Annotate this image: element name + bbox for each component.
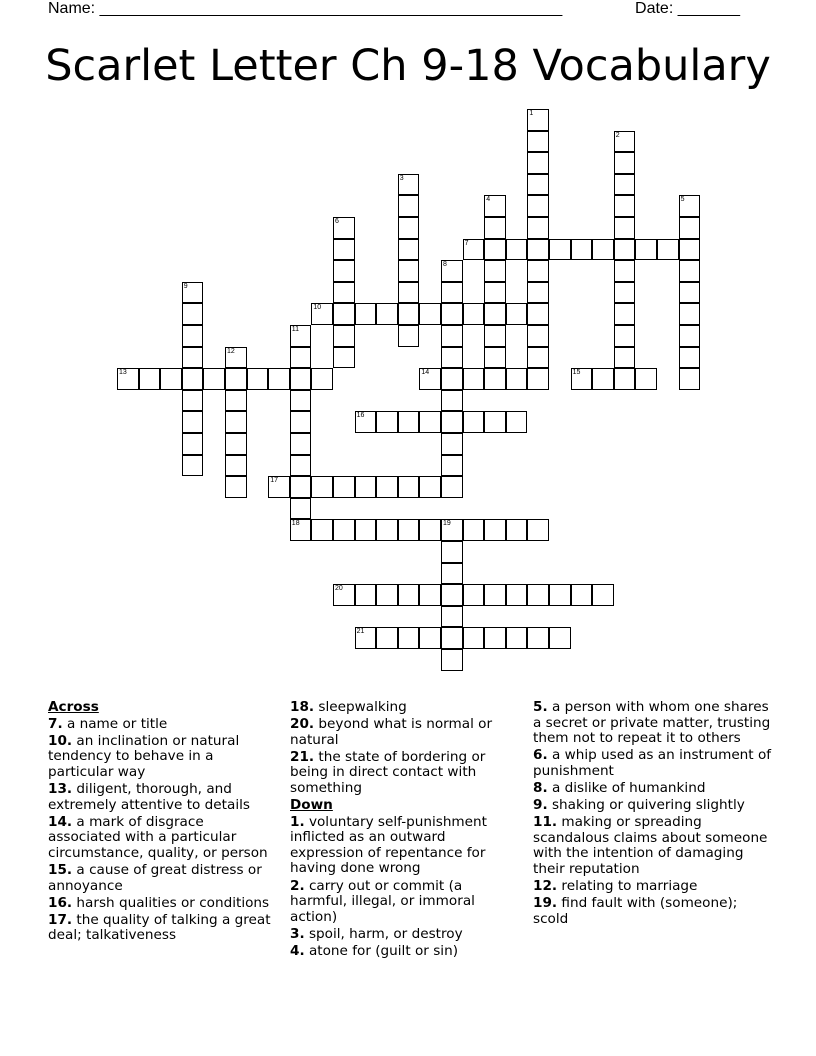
clue-item <box>533 781 773 797</box>
grid-cell[interactable] <box>484 347 506 369</box>
grid-cell[interactable] <box>441 606 463 628</box>
grid-cell[interactable] <box>441 433 463 455</box>
grid-cell[interactable] <box>484 195 506 217</box>
grid-cell[interactable] <box>657 239 679 261</box>
grid-cell[interactable] <box>182 303 204 325</box>
grid-cell[interactable] <box>290 519 312 541</box>
grid-cell[interactable] <box>333 347 355 369</box>
grid-cell[interactable] <box>355 584 377 606</box>
grid-cell[interactable] <box>441 368 463 390</box>
clue-number: 5. <box>533 699 548 715</box>
grid-cell[interactable] <box>527 217 549 239</box>
grid-cell[interactable] <box>614 282 636 304</box>
grid-cell[interactable] <box>527 282 549 304</box>
cell-number: 15 <box>572 369 581 377</box>
grid-cell[interactable] <box>484 368 506 390</box>
grid-cell[interactable] <box>614 239 636 261</box>
grid-cell[interactable] <box>225 411 247 433</box>
grid-cell[interactable] <box>333 260 355 282</box>
cell-number: 1 <box>529 110 534 117</box>
grid-cell[interactable] <box>463 303 485 325</box>
grid-cell[interactable] <box>527 627 549 649</box>
grid-cell[interactable] <box>527 519 549 541</box>
grid-cell[interactable] <box>506 368 528 390</box>
clue-item <box>290 750 520 797</box>
cell-number: 12 <box>227 347 235 355</box>
grid-cell[interactable] <box>290 476 312 498</box>
grid-cell[interactable] <box>333 217 355 239</box>
grid-cell[interactable] <box>463 584 485 606</box>
grid-cell[interactable] <box>225 433 247 455</box>
grid-cell[interactable] <box>398 411 420 433</box>
cell-number: 19 <box>443 520 451 528</box>
grid-cell[interactable] <box>441 347 463 369</box>
cell-number: 21 <box>356 628 365 636</box>
clue-text: relating to marriage <box>557 878 698 895</box>
grid-cell[interactable] <box>614 325 636 347</box>
clue-number: 7. <box>48 715 63 732</box>
across-heading: Across <box>48 699 99 715</box>
grid-cell[interactable] <box>333 239 355 261</box>
grid-cell[interactable] <box>182 325 204 347</box>
clue-text: sleepwalking <box>314 699 407 715</box>
grid-cell[interactable] <box>139 368 161 390</box>
grid-cell[interactable] <box>506 584 528 606</box>
cell-number: 14 <box>421 369 430 377</box>
clue-item <box>48 863 276 894</box>
grid-cell[interactable] <box>679 282 701 304</box>
grid-cell[interactable] <box>419 476 441 498</box>
grid-cell[interactable] <box>484 282 506 304</box>
grid-cell[interactable] <box>571 368 593 390</box>
grid-cell[interactable] <box>182 433 204 455</box>
grid-cell[interactable] <box>441 627 463 649</box>
grid-cell[interactable] <box>549 627 571 649</box>
clue-item <box>290 879 520 926</box>
page-title: Scarlet Letter Ch 9-18 Vocabulary <box>45 41 771 91</box>
grid-cell[interactable] <box>441 390 463 412</box>
grid-cell[interactable] <box>333 584 355 606</box>
clue-number: 19. <box>533 895 558 912</box>
grid-cell[interactable] <box>441 260 463 282</box>
grid-cell[interactable] <box>484 260 506 282</box>
grid-cell[interactable] <box>355 476 377 498</box>
clue-number: 21. <box>290 748 315 765</box>
grid-cell[interactable] <box>376 627 398 649</box>
clue-item <box>48 913 276 944</box>
grid-cell[interactable] <box>484 325 506 347</box>
clue-item <box>533 879 773 895</box>
cell-number: 11 <box>291 326 300 333</box>
grid-cell[interactable] <box>484 584 506 606</box>
clue-item <box>290 700 520 716</box>
clue-number: 16. <box>48 894 73 911</box>
grid-cell[interactable] <box>398 325 420 347</box>
grid-cell[interactable] <box>268 368 290 390</box>
grid-cell[interactable] <box>376 476 398 498</box>
clue-text: diligent, thorough, and extremely attentive to details <box>48 780 250 813</box>
grid-cell[interactable] <box>549 239 571 261</box>
grid-cell[interactable] <box>311 519 333 541</box>
grid-cell[interactable] <box>506 239 528 261</box>
grid-cell[interactable] <box>225 347 247 369</box>
grid-cell[interactable] <box>614 260 636 282</box>
clue-item <box>48 896 276 912</box>
clue-number: 10. <box>48 732 73 749</box>
clue-text: the quality of talking a great deal; talkativeness <box>48 911 271 944</box>
grid-cell[interactable] <box>225 455 247 477</box>
grid-cell[interactable] <box>506 627 528 649</box>
grid-cell[interactable] <box>182 368 204 390</box>
grid-cell[interactable] <box>333 519 355 541</box>
grid-cell[interactable] <box>614 152 636 174</box>
clue-text: atone for (guilt or sin) <box>304 942 458 959</box>
cell-number: 5 <box>680 196 685 204</box>
grid-cell[interactable] <box>441 325 463 347</box>
clue-number: 20. <box>290 716 315 733</box>
grid-cell[interactable] <box>441 411 463 433</box>
grid-cell[interactable] <box>614 347 636 369</box>
cell-number: 17 <box>270 477 278 485</box>
grid-cell[interactable] <box>571 584 593 606</box>
grid-cell[interactable] <box>484 519 506 541</box>
clue-number: 12. <box>533 878 558 895</box>
cell-number: 13 <box>119 369 127 377</box>
cell-number: 8 <box>443 261 447 269</box>
grid-cell[interactable] <box>527 260 549 282</box>
grid-cell[interactable] <box>376 303 398 325</box>
clue-item <box>48 717 276 733</box>
grid-cell[interactable] <box>441 303 463 325</box>
clues-column-1 <box>48 700 276 945</box>
clues-column-2 <box>290 700 520 961</box>
grid-cell[interactable] <box>311 368 333 390</box>
grid-cell[interactable] <box>311 303 333 325</box>
grid-cell[interactable] <box>527 368 549 390</box>
grid-cell[interactable] <box>376 584 398 606</box>
grid-cell[interactable] <box>484 627 506 649</box>
grid-cell[interactable] <box>635 239 657 261</box>
grid-cell[interactable] <box>182 411 204 433</box>
grid-cell[interactable] <box>527 109 549 131</box>
grid-cell[interactable] <box>679 195 701 217</box>
grid-cell[interactable] <box>463 368 485 390</box>
grid-cell[interactable] <box>333 303 355 325</box>
grid-cell[interactable] <box>268 476 290 498</box>
grid-cell[interactable] <box>290 498 312 520</box>
clue-number: 8. <box>533 779 548 796</box>
clue-item <box>48 782 276 813</box>
clue-item <box>290 717 520 748</box>
clue-number: 14. <box>48 813 73 830</box>
clue-text: a cause of great distress or annoyance <box>48 861 262 894</box>
clue-text: a whip used as an instrument of punishment <box>533 747 772 779</box>
cell-number: 3 <box>399 174 404 182</box>
grid-cell[interactable] <box>484 217 506 239</box>
grid-cell[interactable] <box>614 368 636 390</box>
grid-cell[interactable] <box>398 303 420 325</box>
grid-cell[interactable] <box>355 303 377 325</box>
cell-number: 2 <box>615 131 620 139</box>
grid-cell[interactable] <box>527 303 549 325</box>
grid-cell[interactable] <box>182 282 204 304</box>
clue-text: voluntary self-punishment inflicted as an outward expression of repentance for having done wrong <box>290 813 487 877</box>
clue-number: 3. <box>290 925 305 942</box>
cell-number: 9 <box>183 282 188 290</box>
clue-text: making or spreading scandalous claims about someone with the intention of damaging their reputation <box>533 814 768 877</box>
grid-cell[interactable] <box>527 131 549 153</box>
clue-text: a dislike of humankind <box>547 779 706 796</box>
clue-item <box>48 734 276 781</box>
grid-cell[interactable] <box>527 239 549 261</box>
clue-item <box>48 815 276 862</box>
clue-number: 13. <box>48 780 73 797</box>
grid-cell[interactable] <box>679 217 701 239</box>
grid-cell[interactable] <box>376 519 398 541</box>
grid-cell[interactable] <box>160 368 182 390</box>
grid-cell[interactable] <box>398 584 420 606</box>
grid-cell[interactable] <box>679 239 701 261</box>
clue-text: find fault with (someone); scold <box>533 895 738 927</box>
grid-cell[interactable] <box>333 476 355 498</box>
clue-number: 11. <box>533 814 558 831</box>
grid-cell[interactable] <box>290 368 312 390</box>
clue-number: 18. <box>290 699 315 715</box>
grid-cell[interactable] <box>679 368 701 390</box>
grid-cell[interactable] <box>506 519 528 541</box>
grid-cell[interactable] <box>398 239 420 261</box>
grid-cell[interactable] <box>441 476 463 498</box>
cell-number: 6 <box>335 218 339 225</box>
grid-cell[interactable] <box>398 217 420 239</box>
clue-text: a person with whom one shares a secret or private matter, trusting them not to repeat it to others <box>533 699 771 747</box>
clue-item <box>290 815 520 877</box>
grid-cell[interactable] <box>484 239 506 261</box>
grid-cell[interactable] <box>290 325 312 347</box>
cell-number: 16 <box>356 412 365 420</box>
grid-cell[interactable] <box>679 303 701 325</box>
clue-text: an inclination or natural tendency to behave in a particular way <box>48 732 240 780</box>
name-field[interactable]: Name: ____________________________________________________ <box>48 0 563 17</box>
grid-cell[interactable] <box>614 131 636 153</box>
grid-cell[interactable] <box>614 174 636 196</box>
cell-number: 18 <box>291 520 300 528</box>
grid-cell[interactable] <box>398 174 420 196</box>
grid-cell[interactable] <box>398 476 420 498</box>
grid-cell[interactable] <box>506 411 528 433</box>
grid-cell[interactable] <box>225 368 247 390</box>
grid-cell[interactable] <box>441 541 463 563</box>
grid-cell[interactable] <box>527 152 549 174</box>
clue-number: 15. <box>48 861 73 878</box>
grid-cell[interactable] <box>441 519 463 541</box>
clue-number: 17. <box>48 911 73 928</box>
grid-cell[interactable] <box>419 411 441 433</box>
grid-cell[interactable] <box>527 325 549 347</box>
grid-cell[interactable] <box>182 347 204 369</box>
grid-cell[interactable] <box>614 303 636 325</box>
grid-cell[interactable] <box>527 174 549 196</box>
grid-cell[interactable] <box>419 584 441 606</box>
grid-cell[interactable] <box>355 411 377 433</box>
clue-number: 1. <box>290 813 305 830</box>
grid-cell[interactable] <box>247 368 269 390</box>
grid-cell[interactable] <box>117 368 139 390</box>
grid-cell[interactable] <box>441 282 463 304</box>
grid-cell[interactable] <box>333 325 355 347</box>
grid-cell[interactable] <box>419 368 441 390</box>
grid-cell[interactable] <box>398 195 420 217</box>
grid-cell[interactable] <box>592 239 614 261</box>
grid-cell[interactable] <box>203 368 225 390</box>
grid-cell[interactable] <box>398 519 420 541</box>
grid-cell[interactable] <box>398 282 420 304</box>
grid-cell[interactable] <box>463 239 485 261</box>
grid-cell[interactable] <box>419 627 441 649</box>
grid-cell[interactable] <box>441 455 463 477</box>
grid-cell[interactable] <box>290 433 312 455</box>
grid-cell[interactable] <box>527 347 549 369</box>
grid-cell[interactable] <box>506 303 528 325</box>
cell-number: 4 <box>486 196 491 204</box>
grid-cell[interactable] <box>290 347 312 369</box>
down-heading: Down <box>290 797 333 814</box>
clue-text: shaking or quivering slightly <box>547 797 745 814</box>
grid-cell[interactable] <box>484 303 506 325</box>
grid-cell[interactable] <box>441 563 463 585</box>
grid-cell[interactable] <box>484 411 506 433</box>
cell-number: 7 <box>464 239 469 247</box>
clue-text: spoil, harm, or destroy <box>304 925 463 942</box>
grid-cell[interactable] <box>571 239 593 261</box>
clue-item <box>290 927 520 943</box>
clue-number: 9. <box>533 797 548 814</box>
clue-text: the state of bordering or being in direct contact with something <box>290 748 486 796</box>
grid-cell[interactable] <box>419 519 441 541</box>
clue-text: carry out or commit (a harmful, illegal, or immoral action) <box>290 877 475 925</box>
cell-number: 20 <box>335 585 343 593</box>
clue-number: 2. <box>290 877 305 894</box>
grid-cell[interactable] <box>679 347 701 369</box>
grid-cell[interactable] <box>398 260 420 282</box>
grid-cell[interactable] <box>441 649 463 671</box>
grid-cell[interactable] <box>290 411 312 433</box>
grid-cell[interactable] <box>225 390 247 412</box>
grid-cell[interactable] <box>549 584 571 606</box>
grid-cell[interactable] <box>463 627 485 649</box>
grid-cell[interactable] <box>419 303 441 325</box>
clue-item <box>533 798 773 814</box>
grid-cell[interactable] <box>592 584 614 606</box>
grid-cell[interactable] <box>463 411 485 433</box>
clue-text: beyond what is normal or natural <box>290 716 493 748</box>
grid-cell[interactable] <box>614 195 636 217</box>
clue-number: 6. <box>533 747 548 764</box>
grid-cell[interactable] <box>376 411 398 433</box>
grid-cell[interactable] <box>355 519 377 541</box>
grid-cell[interactable] <box>398 627 420 649</box>
grid-cell[interactable] <box>441 584 463 606</box>
clue-item <box>533 700 773 747</box>
clue-text: a name or title <box>62 715 168 732</box>
grid-cell[interactable] <box>679 260 701 282</box>
date-field[interactable]: Date: _______ <box>635 0 740 17</box>
cell-number: 10 <box>313 304 322 312</box>
clues-column-3 <box>533 700 773 929</box>
clue-item <box>533 748 773 779</box>
grid-cell[interactable] <box>333 282 355 304</box>
grid-cell[interactable] <box>679 325 701 347</box>
clue-item <box>533 815 773 877</box>
clue-text: a mark of disgrace associated with a particular circumstance, quality, or person <box>48 813 268 861</box>
clue-item <box>290 944 520 960</box>
grid-cell[interactable] <box>182 390 204 412</box>
grid-cell[interactable] <box>527 195 549 217</box>
grid-cell[interactable] <box>614 217 636 239</box>
clue-text: harsh qualities or conditions <box>72 894 270 911</box>
clue-number: 4. <box>290 942 305 959</box>
grid-cell[interactable] <box>635 368 657 390</box>
grid-cell[interactable] <box>463 519 485 541</box>
grid-cell[interactable] <box>290 390 312 412</box>
clue-item <box>533 896 773 927</box>
grid-cell[interactable] <box>225 476 247 498</box>
grid-cell[interactable] <box>182 455 204 477</box>
grid-cell[interactable] <box>290 455 312 477</box>
grid-cell[interactable] <box>527 584 549 606</box>
grid-cell[interactable] <box>592 368 614 390</box>
grid-cell[interactable] <box>355 627 377 649</box>
grid-cell[interactable] <box>311 476 333 498</box>
